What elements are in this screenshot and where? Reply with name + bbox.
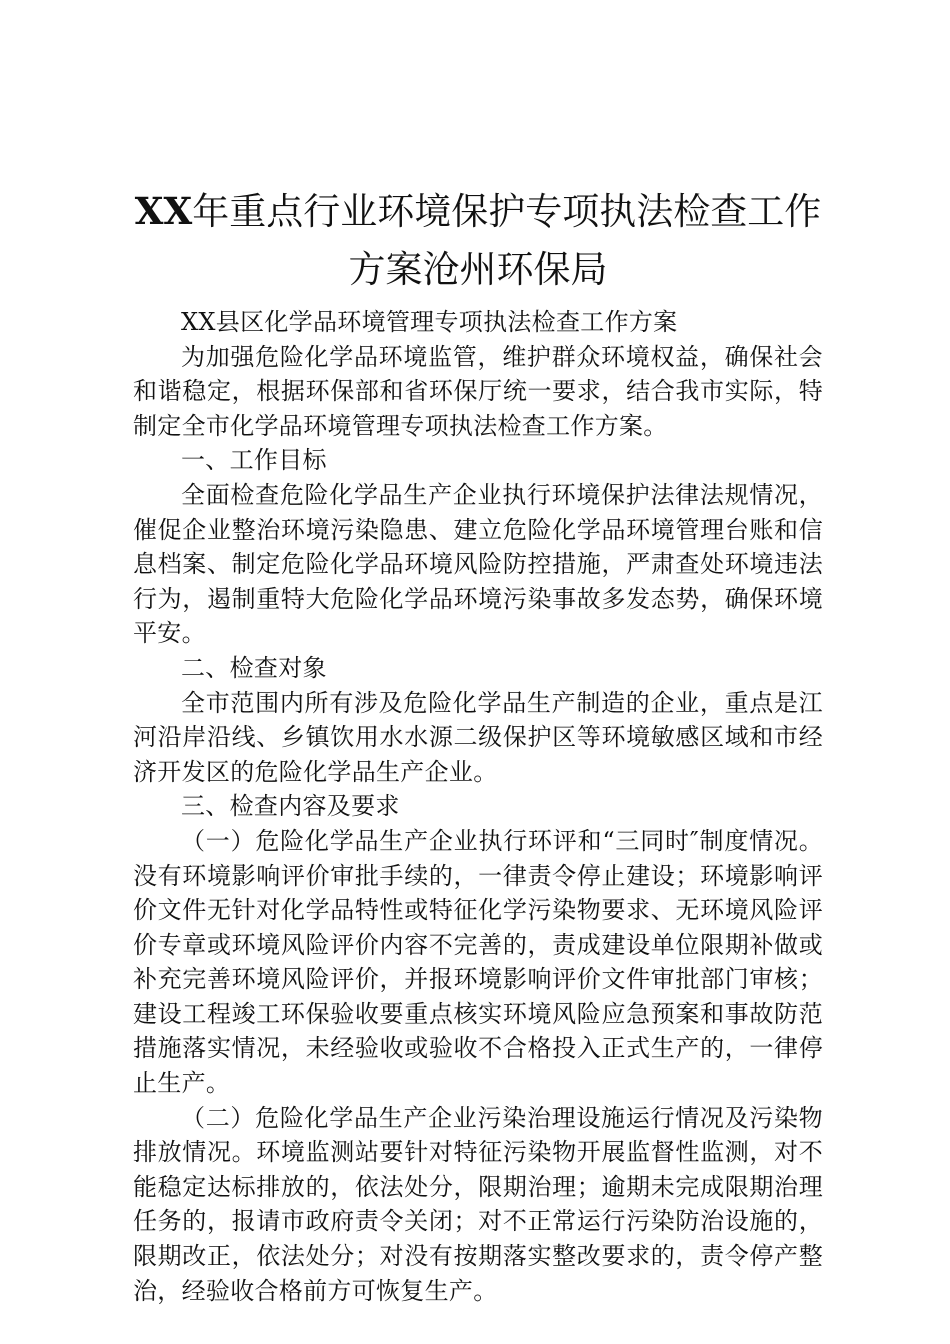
subtitle-paragraph: XX县区化学品环境管理专项执法检查工作方案 bbox=[181, 308, 678, 336]
document-body bbox=[133, 305, 823, 1308]
title-rest: 年重点行业环境保护专项执法检查工作方案沧州环保局 bbox=[192, 190, 822, 291]
targets-paragraph: 全市范围内所有涉及危险化学品生产制造的企业，重点是江河沿岸沿线、乡镇饮用水水源二级保护区等环境敏感区域和市经济开发区的危险化学品生产企业。 bbox=[133, 688, 823, 786]
document-title bbox=[133, 182, 823, 299]
section-heading-goals: 一、工作目标 bbox=[181, 446, 327, 475]
title-lead: XX bbox=[134, 189, 193, 233]
goals-paragraph: 全面检查危险化学品生产企业执行环境保护法律法规情况，催促企业整治环境污染隐患、建立危险化学品环境管理台账和信息档案、制定危险化学品环境风险防控措施，严肃查处环境违法行为，遏制重特大危险化学品环境污染事故多发态势，确保环境平安。 bbox=[133, 480, 823, 648]
section-heading-targets: 二、检查对象 bbox=[181, 653, 327, 682]
requirement-item-1: （一）危险化学品生产企业执行环评和“三同时″制度情况。没有环境影响评价审批手续的，一律责令停止建设；环境影响评价文件无针对化学品特性或特征化学污染物要求、无环境风险评价专章或环境风险评价内容不完善的，责成建设单位限期补做或补充完善环境风险评价，并报环境影响评价文件审批部门审核；建设工程竣工环保验收要重点核实环境风险应急预案和事故防范措施落实情况，未经验收或验收不合格投入正式生产的，一律停止生产。 bbox=[133, 826, 823, 1098]
document-page bbox=[133, 182, 823, 1308]
intro-paragraph: 为加强危险化学品环境监管，维护群众环境权益，确保社会和谐稳定，根据环保部和省环保厅统一要求，结合我市实际，特制定全市化学品环境管理专项执法检查工作方案。 bbox=[133, 342, 823, 440]
requirement-item-2: （二）危险化学品生产企业污染治理设施运行情况及污染物排放情况。环境监测站要针对特征污染物开展监督性监测，对不能稳定达标排放的，依法处分，限期治理；逾期未完成限期治理任务的，报请市政府责令关闭；对不正常运行污染防治设施的，限期改正，依法处分；对没有按期落实整改要求的，责令停产整治，经验收合格前方可恢复生产。 bbox=[133, 1103, 823, 1305]
section-heading-requirements: 三、检查内容及要求 bbox=[181, 792, 400, 821]
